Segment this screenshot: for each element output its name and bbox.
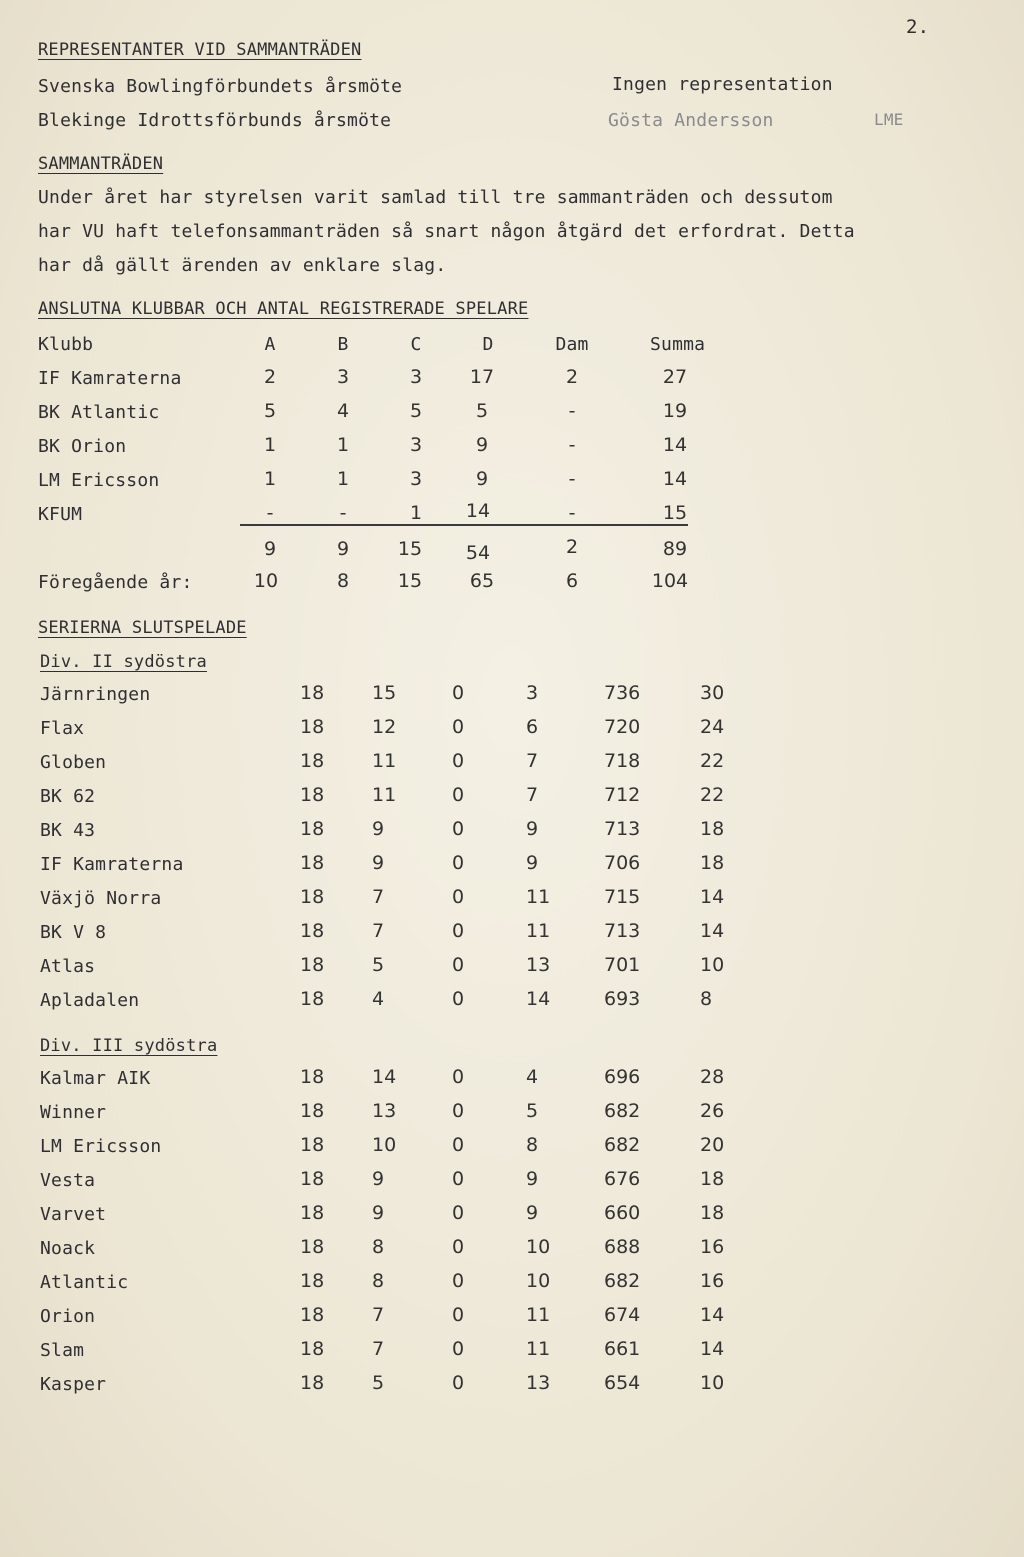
team-lost: 9 [526,852,539,874]
klubb-dam: - [568,468,576,490]
team-won: 4 [372,988,385,1010]
previous-c: 15 [397,570,423,592]
serierna-heading: SERIERNA SLUTSPELADE [38,618,247,638]
team-matches: 18 [300,1134,325,1156]
team-points: 16 [700,1270,725,1292]
klubb-summa: 27 [662,366,688,388]
klubb-a: 2 [263,366,277,388]
sammantraden-heading: SAMMANTRÄDEN [38,154,164,174]
team-points: 20 [700,1134,725,1156]
klubb-name: BK Orion [38,436,127,457]
klubb-a: 5 [263,400,277,422]
klubbar-col-header: C [410,334,422,355]
klubb-summa: 15 [662,502,688,524]
team-matches: 18 [300,1338,325,1360]
previous-b: 8 [336,570,350,592]
team-points: 18 [700,1202,725,1224]
team-name: Växjö Norra [40,888,162,909]
klubb-b: 1 [336,434,350,456]
team-points: 26 [700,1100,725,1122]
team-matches: 18 [300,716,325,738]
sammantraden-paragraph-line: har VU haft telefonsammanträden så snart någon åtgärd det erfordrat. Detta [38,221,855,242]
team-lost: 11 [526,920,551,942]
team-points: 14 [700,1304,725,1326]
team-lost: 4 [526,1066,539,1088]
team-name: Winner [40,1102,107,1123]
klubb-name: LM Ericsson [38,470,160,491]
team-points: 24 [700,716,725,738]
klubbar-heading: ANSLUTNA KLUBBAR OCH ANTAL REGISTRERADE SPELARE [38,299,529,319]
team-score: 713 [604,818,641,840]
team-won: 15 [372,682,397,704]
team-lost: 10 [526,1236,551,1258]
klubb-c: 3 [409,366,423,388]
total-c: 15 [397,538,423,560]
klubb-dam: 2 [565,366,579,388]
sammantraden-paragraph-line: har då gällt ärenden av enklare slag. [38,255,447,276]
team-won: 9 [372,818,385,840]
team-name: Kasper [40,1374,107,1395]
klubb-d: 9 [475,434,489,456]
team-name: BK V 8 [40,922,107,943]
team-won: 7 [372,1338,385,1360]
team-matches: 18 [300,1168,325,1190]
klubb-c: 5 [409,400,423,422]
team-matches: 18 [300,1202,325,1224]
klubb-a: - [266,502,274,524]
team-points: 8 [700,988,713,1010]
team-won: 9 [372,1202,385,1224]
representanter-event: Blekinge Idrottsförbunds årsmöte [38,110,392,131]
team-points: 30 [700,682,725,704]
representanter-representative: Gösta Andersson [608,110,774,131]
team-drawn: 0 [452,852,465,874]
klubb-a: 1 [263,434,277,456]
klubbar-col-header: Summa [650,334,706,355]
team-lost: 3 [526,682,539,704]
team-won: 8 [372,1236,385,1258]
total-summa: 89 [662,538,688,560]
team-drawn: 0 [452,920,465,942]
team-drawn: 0 [452,1236,465,1258]
team-drawn: 0 [452,1202,465,1224]
team-drawn: 0 [452,1100,465,1122]
klubb-summa: 14 [662,434,688,456]
klubb-c: 3 [409,434,423,456]
team-name: LM Ericsson [40,1136,162,1157]
klubb-b: 4 [336,400,350,422]
team-name: Järnringen [40,684,151,705]
team-score: 712 [604,784,641,806]
team-lost: 7 [526,784,539,806]
team-name: Apladalen [40,990,140,1011]
team-points: 10 [700,1372,725,1394]
team-score: 682 [604,1134,641,1156]
team-matches: 18 [300,784,325,806]
team-score: 720 [604,716,641,738]
team-lost: 14 [526,988,551,1010]
team-name: Kalmar AIK [40,1068,151,1089]
team-score: 688 [604,1236,641,1258]
team-score: 682 [604,1270,641,1292]
team-won: 5 [372,1372,385,1394]
representanter-event: Svenska Bowlingförbundets årsmöte [38,76,403,97]
team-won: 11 [372,784,397,806]
team-name: Vesta [40,1170,96,1191]
team-score: 718 [604,750,641,772]
team-drawn: 0 [452,784,465,806]
team-points: 22 [700,784,725,806]
team-matches: 18 [300,1270,325,1292]
team-score: 701 [604,954,641,976]
team-won: 13 [372,1100,397,1122]
representanter-heading: REPRESENTANTER VID SAMMANTRÄDEN [38,40,362,60]
total-dam: 2 [565,536,579,558]
team-score: 661 [604,1338,641,1360]
klubb-d: 17 [469,366,495,388]
team-points: 10 [700,954,725,976]
team-matches: 18 [300,818,325,840]
klubb-d: 5 [475,400,489,422]
team-name: BK 43 [40,820,96,841]
klubb-d: 14 [465,500,491,522]
team-drawn: 0 [452,1270,465,1292]
total-b: 9 [336,538,350,560]
team-lost: 8 [526,1134,539,1156]
team-matches: 18 [300,750,325,772]
klubbar-col-header: D [482,334,494,355]
team-drawn: 0 [452,1372,465,1394]
klubb-name: BK Atlantic [38,402,160,423]
total-d: 54 [465,542,491,564]
team-won: 7 [372,920,385,942]
klubb-dam: - [568,434,576,456]
team-lost: 11 [526,1304,551,1326]
team-lost: 9 [526,1202,539,1224]
klubb-a: 1 [263,468,277,490]
team-won: 10 [372,1134,397,1156]
klubb-c: 1 [409,502,423,524]
team-drawn: 0 [452,1168,465,1190]
total-a: 9 [263,538,277,560]
team-drawn: 0 [452,886,465,908]
team-matches: 18 [300,1100,325,1122]
previous-summa: 104 [651,570,689,592]
team-points: 18 [700,852,725,874]
klubbar-col-header: Dam [555,334,589,355]
team-drawn: 0 [452,988,465,1010]
team-score: 696 [604,1066,641,1088]
team-score: 682 [604,1100,641,1122]
team-won: 12 [372,716,397,738]
klubb-dam: - [568,400,576,422]
team-drawn: 0 [452,1338,465,1360]
team-points: 18 [700,1168,725,1190]
team-matches: 18 [300,988,325,1010]
team-score: 674 [604,1304,641,1326]
klubb-summa: 14 [662,468,688,490]
team-name: Noack [40,1238,96,1259]
team-drawn: 0 [452,1304,465,1326]
team-score: 715 [604,886,641,908]
team-won: 8 [372,1270,385,1292]
team-score: 736 [604,682,641,704]
klubbar-col-header: A [264,334,276,355]
team-lost: 10 [526,1270,551,1292]
team-score: 660 [604,1202,641,1224]
previous-label: Föregående år: [38,572,193,593]
team-drawn: 0 [452,954,465,976]
team-lost: 13 [526,954,551,976]
team-name: Flax [40,718,85,739]
division-title: Div. II sydöstra [40,652,207,672]
klubb-b: - [339,502,347,524]
team-matches: 18 [300,1372,325,1394]
team-matches: 18 [300,1236,325,1258]
team-drawn: 0 [452,818,465,840]
team-won: 7 [372,886,385,908]
klubb-name: IF Kamraterna [38,368,182,389]
team-score: 706 [604,852,641,874]
sammantraden-paragraph-line: Under året har styrelsen varit samlad till tre sammanträden och dessutom [38,187,833,208]
team-lost: 7 [526,750,539,772]
team-won: 9 [372,1168,385,1190]
team-points: 22 [700,750,725,772]
klubb-c: 3 [409,468,423,490]
team-lost: 11 [526,886,551,908]
team-matches: 18 [300,682,325,704]
team-points: 16 [700,1236,725,1258]
division-title: Div. III sydöstra [40,1036,218,1056]
team-name: Atlantic [40,1272,129,1293]
team-won: 9 [372,852,385,874]
team-won: 14 [372,1066,397,1088]
team-matches: 18 [300,852,325,874]
team-name: Atlas [40,956,96,977]
page-number: 2. [906,16,930,38]
team-drawn: 0 [452,750,465,772]
team-name: Varvet [40,1204,107,1225]
team-points: 28 [700,1066,725,1088]
team-lost: 11 [526,1338,551,1360]
klubbar-col-header: B [337,334,349,355]
previous-dam: 6 [565,570,579,592]
team-won: 7 [372,1304,385,1326]
team-points: 18 [700,818,725,840]
klubb-dam: - [568,502,576,524]
team-won: 11 [372,750,397,772]
team-points: 14 [700,886,725,908]
team-lost: 9 [526,818,539,840]
team-score: 713 [604,920,641,942]
team-score: 654 [604,1372,641,1394]
team-won: 5 [372,954,385,976]
team-points: 14 [700,1338,725,1360]
klubb-d: 9 [475,468,489,490]
team-lost: 6 [526,716,539,738]
team-lost: 5 [526,1100,539,1122]
team-name: BK 62 [40,786,96,807]
team-matches: 18 [300,886,325,908]
team-lost: 13 [526,1372,551,1394]
klubb-summa: 19 [662,400,688,422]
representanter-representative: Ingen representation [612,74,833,95]
representanter-club: LME [874,110,904,129]
team-drawn: 0 [452,682,465,704]
klubb-name: KFUM [38,504,83,525]
team-score: 676 [604,1168,641,1190]
team-score: 693 [604,988,641,1010]
team-matches: 18 [300,920,325,942]
klubbar-col-header: Klubb [38,334,94,355]
team-matches: 18 [300,1304,325,1326]
team-matches: 18 [300,1066,325,1088]
team-name: Orion [40,1306,96,1327]
previous-a: 10 [253,570,279,592]
team-name: Slam [40,1340,85,1361]
team-drawn: 0 [452,1066,465,1088]
team-drawn: 0 [452,1134,465,1156]
klubb-b: 3 [336,366,350,388]
team-points: 14 [700,920,725,942]
previous-d: 65 [469,570,495,592]
team-drawn: 0 [452,716,465,738]
team-name: IF Kamraterna [40,854,184,875]
team-name: Globen [40,752,107,773]
klubb-b: 1 [336,468,350,490]
team-matches: 18 [300,954,325,976]
team-lost: 9 [526,1168,539,1190]
sum-rule [240,524,688,526]
